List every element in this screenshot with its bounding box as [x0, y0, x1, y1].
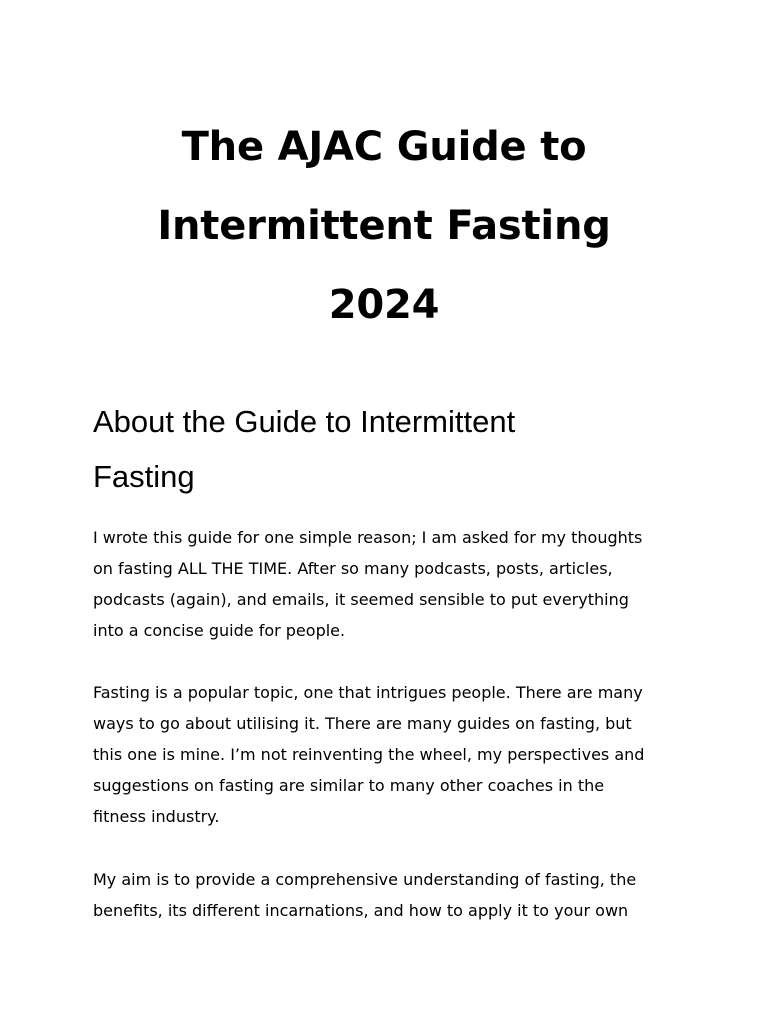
paragraph [93, 864, 683, 926]
paragraph-line: podcasts (again), and emails, it seemed sensible to put everything [93, 590, 629, 609]
paragraph [93, 677, 683, 832]
paragraph-line: into a concise guide for people. [93, 621, 346, 640]
title-line: The AJAC Guide to [181, 124, 587, 170]
document-title [0, 108, 768, 345]
heading-line: About the Guide to Intermittent [93, 404, 516, 439]
paragraph-line: My aim is to provide a comprehensive understanding of fasting, the [93, 870, 637, 889]
paragraph-line: Fasting is a popular topic, one that intrigues people. There are many [93, 683, 643, 702]
paragraph-line: this one is mine. I’m not reinventing the wheel, my perspectives and [93, 745, 645, 764]
paragraph-line: fitness industry. [93, 807, 220, 826]
paragraph-line: ways to go about utilising it. There are many guides on fasting, but [93, 714, 632, 733]
heading-line: Fasting [93, 459, 195, 494]
paragraph-line: I wrote this guide for one simple reason; I am asked for my thoughts [93, 528, 643, 547]
section-heading [93, 394, 683, 504]
paragraph-line: suggestions on fasting are similar to many other coaches in the [93, 776, 605, 795]
paragraph-line: on fasting ALL THE TIME. After so many podcasts, posts, articles, [93, 559, 613, 578]
title-line: Intermittent Fasting [157, 203, 611, 249]
paragraph-line: benefits, its different incarnations, and how to apply it to your own [93, 901, 629, 920]
paragraph [93, 522, 683, 646]
title-line: 2024 [328, 282, 440, 328]
